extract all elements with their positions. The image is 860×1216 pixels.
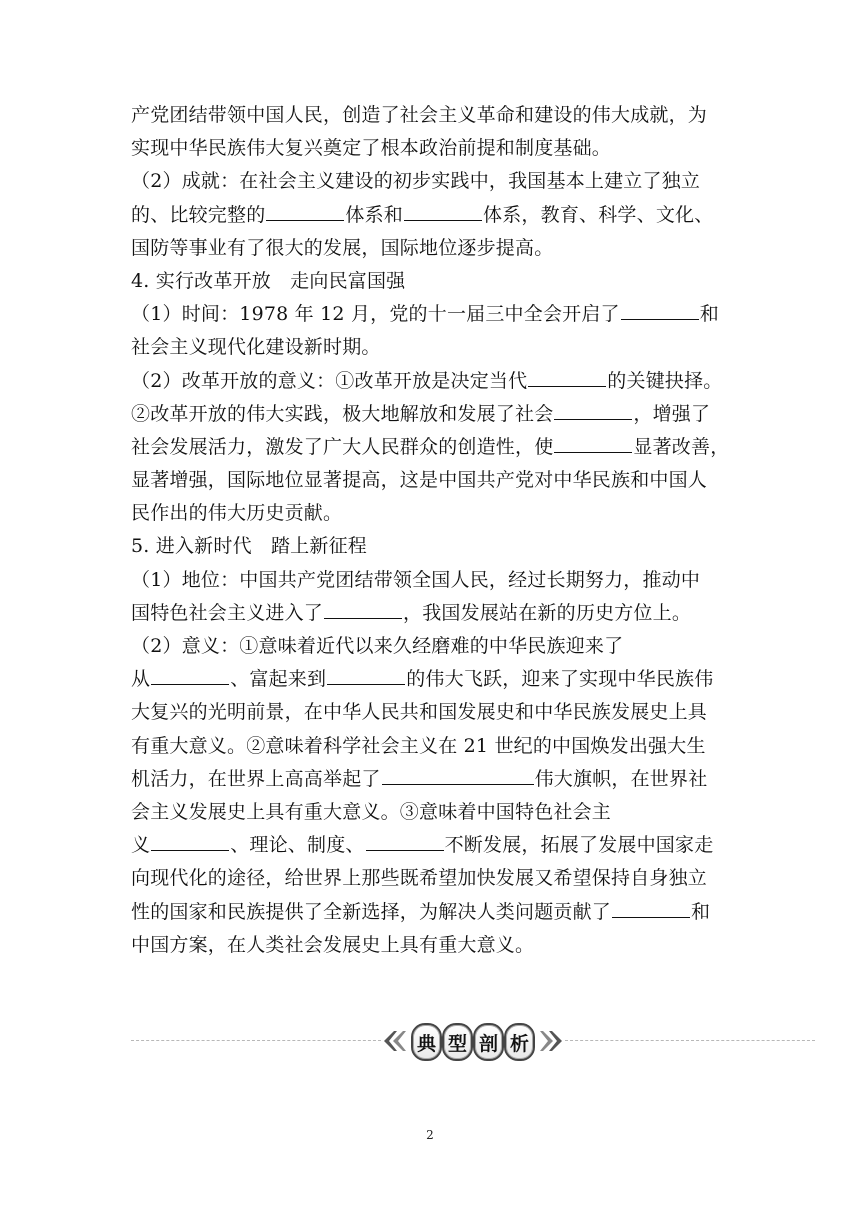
text-line <box>131 464 737 497</box>
text-line <box>131 398 737 431</box>
text-segment: （2）成就：在社会主义建设的初步实践中，我国基本上建立了独立 <box>131 170 701 193</box>
text-segment: 体系，教育、科学、文化、 <box>483 203 714 226</box>
text-segment: 向现代化的途径，给世界上那些既希望加快发展又希望保持自身独立 <box>131 867 708 890</box>
fill-in-blank[interactable] <box>554 451 632 453</box>
text-line <box>131 431 737 464</box>
text-line <box>131 896 737 929</box>
text-line <box>131 199 737 232</box>
banner-char: 型 <box>442 1023 473 1061</box>
text-line <box>131 597 737 630</box>
text-segment: 、富起来到 <box>230 668 327 691</box>
text-line <box>131 365 737 398</box>
fill-in-blank[interactable] <box>266 219 344 221</box>
text-line <box>131 132 737 165</box>
text-segment: 显著增强，国际地位显著提高，这是中国共产党对中华民族和中国人 <box>131 469 708 492</box>
fill-in-blank[interactable] <box>151 849 229 851</box>
text-segment: 有重大意义。②意味着科学社会主义在 21 世纪的中国焕发出强大生 <box>131 734 706 757</box>
fill-in-blank[interactable] <box>528 385 606 387</box>
section-banner <box>381 1021 565 1061</box>
text-line <box>131 497 737 530</box>
text-segment: ，我国发展站在新的历史方位上。 <box>403 601 692 624</box>
text-line <box>131 862 737 895</box>
double-chevron-left-icon <box>381 1029 407 1053</box>
text-segment: 实现中华民族伟大复兴奠定了根本政治前提和制度基础。 <box>131 137 612 160</box>
fill-in-blank[interactable] <box>404 219 482 221</box>
text-line <box>131 232 737 265</box>
text-line <box>131 298 737 331</box>
fill-in-blank[interactable] <box>612 916 690 918</box>
text-segment: ②改革开放的伟大实践，极大地解放和发展了社会 <box>131 402 554 425</box>
text-line <box>131 763 737 796</box>
text-line <box>131 99 737 132</box>
text-line <box>131 796 737 829</box>
fill-in-blank[interactable] <box>382 783 534 785</box>
fill-in-blank[interactable] <box>324 617 402 619</box>
fill-in-blank[interactable] <box>151 683 229 685</box>
text-segment: 伟大旗帜，在世界社 <box>534 767 708 790</box>
text-line <box>131 829 737 862</box>
text-segment: 性的国家和民族提供了全新选择，为解决人类问题贡献了 <box>131 900 612 923</box>
text-segment: 显著改善， <box>633 435 730 458</box>
section-divider <box>131 1021 815 1061</box>
text-line <box>131 564 737 597</box>
divider-rule-left <box>131 1040 381 1041</box>
text-segment: （1）地位：中国共产党团结带领全国人民，经过长期努力，推动中 <box>131 568 701 591</box>
banner-char: 析 <box>504 1023 535 1061</box>
text-segment: 和 <box>691 900 711 923</box>
text-segment: 的伟大飞跃，迎来了实现中华民族伟 <box>406 668 714 691</box>
page-number: 2 <box>426 1128 434 1142</box>
text-segment: 从 <box>131 668 151 691</box>
text-line <box>131 663 737 696</box>
text-line <box>131 929 737 962</box>
fill-in-blank[interactable] <box>554 418 632 420</box>
text-segment: 不断发展，拓展了发展中国家走 <box>444 834 714 857</box>
text-segment: 体系和 <box>345 203 404 226</box>
text-segment: 社会主义现代化建设新时期。 <box>131 336 381 359</box>
text-line <box>131 730 737 763</box>
text-segment: 义 <box>131 834 151 857</box>
text-segment: 的、比较完整的 <box>131 203 266 226</box>
text-segment: 民作出的伟大历史贡献。 <box>131 502 343 525</box>
text-segment: 国防等事业有了很大的发展，国际地位逐步提高。 <box>131 236 554 259</box>
text-segment: 、理论、制度、 <box>230 834 365 857</box>
divider-rule-right <box>565 1040 815 1041</box>
text-line <box>131 530 737 563</box>
fill-in-blank[interactable] <box>327 683 405 685</box>
text-line <box>131 265 737 298</box>
text-line <box>131 696 737 729</box>
text-segment: 会主义发展史上具有重大意义。③意味着中国特色社会主 <box>131 800 612 823</box>
text-segment: 机活力，在世界上高高举起了 <box>131 767 381 790</box>
text-segment: 国特色社会主义进入了 <box>131 601 324 624</box>
text-segment: 中国方案，在人类社会发展史上具有重大意义。 <box>131 933 535 956</box>
text-segment: （1）时间：1978 年 12 月，党的十一届三中全会开启了 <box>131 303 620 326</box>
fill-in-blank[interactable] <box>621 318 699 320</box>
text-segment: 社会发展活力，激发了广大人民群众的创造性，使 <box>131 435 554 458</box>
text-segment: 的关键抉择。 <box>607 369 723 392</box>
text-line <box>131 331 737 364</box>
text-segment: 和 <box>699 303 719 326</box>
text-segment: 大复兴的光明前景，在中华人民共和国发展史和中华民族发展史上具 <box>131 701 708 724</box>
text-segment: 产党团结带领中国人民，创造了社会主义革命和建设的伟大成就，为 <box>131 104 708 126</box>
text-line <box>131 630 737 663</box>
text-segment: ，增强了 <box>633 402 711 425</box>
text-segment: 5. 进入新时代 踏上新征程 <box>131 535 367 558</box>
body-text <box>131 99 737 962</box>
banner-char: 剖 <box>473 1023 504 1061</box>
double-chevron-right-icon <box>539 1029 565 1053</box>
fill-in-blank[interactable] <box>366 849 444 851</box>
text-segment: （2）意义：①意味着近代以来久经磨难的中华民族迎来了 <box>131 635 624 657</box>
text-line <box>131 165 737 198</box>
banner-char: 典 <box>411 1023 442 1061</box>
text-segment: 4. 实行改革开放 走向民富国强 <box>131 269 406 292</box>
section-title <box>411 1023 535 1059</box>
text-segment: （2）改革开放的意义：①改革开放是决定当代 <box>131 369 528 392</box>
